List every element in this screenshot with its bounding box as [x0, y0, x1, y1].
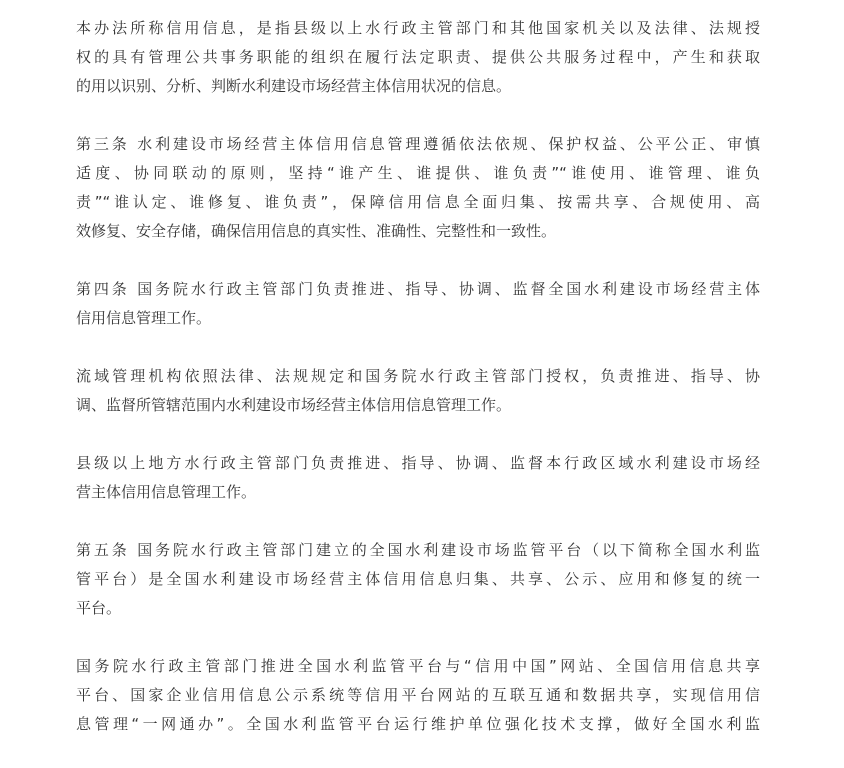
text-line: 县级以上地方水行政主管部门负责推进、指导、协调、监督本行政区域水利建设市场经 — [76, 454, 760, 472]
paragraph-local-departments — [76, 449, 760, 507]
text-line: 国务院水行政主管部门推进全国水利监管平台与“信用中国”网站、全国信用信息共享 — [76, 657, 760, 675]
text-line: 适度、协同联动的原则，坚持“谁产生、谁提供、谁负责”“谁使用、谁管理、谁负 — [76, 164, 760, 182]
text-line: 平台。 — [76, 599, 122, 617]
text-line: 的用以识别、分析、判断水利建设市场经营主体信用状况的信息。 — [76, 77, 512, 95]
text-line: 第三条 水利建设市场经营主体信用信息管理遵循依法依规、保护权益、公平公正、审慎 — [76, 135, 760, 153]
text-line: 责”“谁认定、谁修复、谁负责”，保障信用信息全面归集、按需共享、合规使用、高 — [76, 193, 760, 211]
article-body — [76, 14, 760, 768]
text-line: 权的具有管理公共事务职能的组织在履行法定职责、提供公共服务过程中，产生和获取 — [76, 48, 760, 66]
text-line: 管平台）是全国水利建设市场经营主体信用信息归集、共享、公示、应用和修复的统一 — [76, 570, 760, 588]
paragraph-article-5 — [76, 536, 760, 623]
text-line: 营主体信用信息管理工作。 — [76, 483, 257, 501]
paragraph-article-4 — [76, 275, 760, 333]
text-line: 本办法所称信用信息，是指县级以上水行政主管部门和其他国家机关以及法律、法规授 — [76, 19, 760, 37]
text-line: 平台、国家企业信用信息公示系统等信用平台网站的互联互通和数据共享，实现信用信 — [76, 686, 760, 704]
text-line: 效修复、安全存储，确保信用信息的真实性、准确性、完整性和一致性。 — [76, 222, 557, 240]
paragraph-platform-interconnection — [76, 652, 760, 739]
text-line: 调、监督所管辖范围内水利建设市场经营主体信用信息管理工作。 — [76, 396, 512, 414]
text-line: 第四条 国务院水行政主管部门负责推进、指导、协调、监督全国水利建设市场经营主体 — [76, 280, 760, 298]
text-line: 信用信息管理工作。 — [76, 309, 212, 327]
paragraph-river-basin-agencies — [76, 362, 760, 420]
text-line: 息管理“一网通办”。全国水利监管平台运行维护单位强化技术支撑，做好全国水利监 — [76, 715, 760, 733]
paragraph-credit-info-definition — [76, 14, 760, 101]
paragraph-article-3 — [76, 130, 760, 246]
text-line: 第五条 国务院水行政主管部门建立的全国水利建设市场监管平台（以下简称全国水利监 — [76, 541, 760, 559]
text-line: 流域管理机构依照法律、法规规定和国务院水行政主管部门授权，负责推进、指导、协 — [76, 367, 760, 385]
